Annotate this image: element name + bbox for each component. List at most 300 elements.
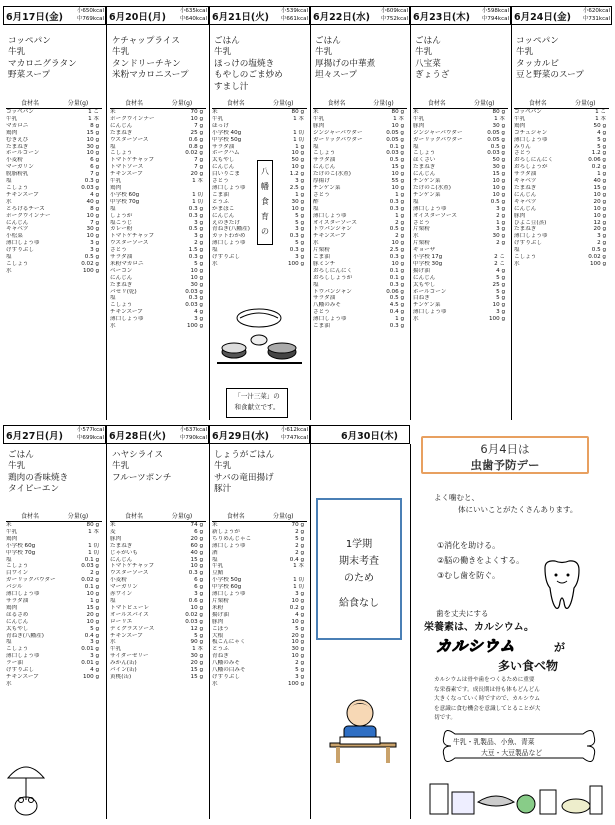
ingredient-name: 米 (6, 522, 12, 528)
ingredient-amount: 10 g (86, 150, 99, 157)
table-row (110, 289, 206, 296)
table-row (110, 247, 206, 254)
ingredient-name: たけのこ(水煮) (313, 171, 351, 178)
table-row (313, 157, 407, 164)
ingredient-amount: 15 g (190, 673, 203, 680)
ingredient-name: こしょう (110, 150, 133, 157)
ingredient-name: 薄口しょうゆ (514, 233, 548, 240)
ingredient-name: 薄口しょうゆ (110, 316, 144, 323)
ingredient-name: 片栗粉 (212, 597, 229, 604)
table-row (6, 268, 102, 275)
table-row (110, 550, 206, 557)
ingredient-table (6, 513, 102, 688)
table-row (212, 605, 307, 612)
day-header: 6月28日(火) 小637kcal 中790kcal (106, 425, 209, 444)
table-row (110, 268, 206, 275)
ingredient-name: 小学校 60g (110, 191, 140, 198)
ingredient-amount: 4 g (194, 309, 203, 316)
ingredient-name: ジンジャーパウダー (413, 129, 463, 136)
ingredient-name: ラー油 (6, 660, 23, 667)
ingredient-amount: 5 g (295, 535, 304, 542)
table-row (6, 522, 102, 529)
ingredient-name: 黄桃(缶) (110, 673, 132, 680)
ingredient-amount: 10 g (190, 604, 203, 611)
student-illustration (322, 695, 402, 765)
ingredient-amount: 10 g (190, 115, 203, 122)
table-row (212, 619, 307, 626)
table-row (6, 233, 102, 240)
table-row (514, 206, 609, 213)
ingredient-amount: 2 こ (494, 260, 505, 267)
table-row (6, 667, 102, 674)
table-row (110, 137, 206, 144)
table-row (514, 185, 609, 192)
ingredient-amount: 3 g (295, 673, 304, 680)
ingredient-amount: 0.03 g (81, 184, 99, 191)
table-row (110, 557, 206, 564)
day-header: 6月29日(水) 小612kcal 中747kcal (209, 425, 310, 444)
ingredient-name: 塩 (110, 205, 116, 212)
table-row (6, 137, 102, 144)
ingredient-name: とろけるチーズ (6, 205, 45, 212)
table-row (6, 563, 102, 570)
table-row (514, 137, 609, 144)
ingredient-amount: 10 g (190, 274, 203, 281)
ingredient-name: チンゲン菜 (413, 191, 441, 198)
table-row (110, 240, 206, 247)
ingredient-name: 鶏肉 (6, 604, 18, 611)
ingredient-amount: 100 g (287, 260, 304, 267)
table-row (514, 171, 609, 178)
table-row (6, 529, 102, 536)
ingredient-name: さとう (313, 309, 330, 316)
ingredient-name: とうふ (212, 198, 229, 205)
ingredient-name: ごぼう (212, 625, 229, 632)
ingredient-amount: 0.06 g (588, 157, 606, 164)
ingredient-name: にんじん (6, 219, 29, 226)
table-row (110, 577, 206, 584)
table-row (313, 282, 407, 289)
table-header (212, 100, 307, 109)
table-row (212, 646, 307, 653)
ingredient-amount: 3 g (90, 240, 99, 247)
table-row (6, 550, 102, 557)
ingredient-amount: 5 g (597, 136, 606, 143)
table-row (413, 247, 508, 254)
ingredient-amount: 50 g (492, 157, 505, 164)
table-row (313, 254, 407, 261)
ingredient-name: たまねぎ (110, 129, 133, 136)
ingredient-name: たまねぎ (110, 281, 133, 288)
ingredient-amount: 15 g (593, 184, 606, 191)
table-row (413, 261, 508, 268)
ingredient-amount: 1 g (496, 219, 505, 226)
table-row (413, 268, 508, 275)
table-row (514, 254, 609, 261)
ingredient-amount: 30 g (492, 233, 505, 240)
ingredient-amount: 6 g (194, 584, 203, 591)
table-row (212, 570, 307, 577)
table-header (413, 100, 508, 109)
ingredient-amount: 15 g (391, 164, 404, 171)
table-row (313, 206, 407, 213)
ingredient-name: オイスターソース (413, 212, 457, 219)
table-row (110, 295, 206, 302)
table-row (313, 150, 407, 157)
table-row (212, 612, 307, 619)
ingredient-amount: 100 g (287, 680, 304, 687)
table-row (212, 633, 307, 640)
ingredient-name: 水 (514, 260, 520, 267)
table-header (313, 100, 407, 109)
ingredient-amount: 10 g (86, 618, 99, 625)
table-row (110, 529, 206, 536)
ingredient-name: 米 (110, 109, 116, 115)
table-row (6, 109, 102, 116)
table-row (110, 522, 206, 529)
table-row (313, 268, 407, 275)
ingredient-amount: 0.4 g (289, 556, 304, 563)
ingredient-amount: 25 g (190, 129, 203, 136)
ingredient-amount: 50 g (593, 122, 606, 129)
table-row (110, 164, 206, 171)
ingredient-name: みりん (514, 143, 531, 150)
table-row (6, 192, 102, 199)
ingredient-amount: 6 g (194, 528, 203, 535)
table-row (413, 192, 508, 199)
ingredient-name: 揚げ油 (413, 267, 430, 274)
ingredient-amount: 0.1 g (84, 584, 99, 591)
ingredient-amount: 10 g (86, 136, 99, 143)
ingredient-name: 薄口しょうゆ (413, 309, 447, 316)
ingredient-name: 豚肉 (514, 212, 526, 219)
ingredient-amount: 3 g (90, 639, 99, 646)
ingredient-amount: 15 g (86, 604, 99, 611)
ingredient-name: たまねぎ (110, 542, 133, 549)
ingredient-name: チンゲン菜 (413, 302, 441, 309)
column-header-food: 食材名 (226, 100, 245, 107)
ingredient-table (514, 100, 609, 268)
ingredient-amount: 3 g (295, 226, 304, 233)
ingredient-amount: 0.1 g (389, 274, 404, 281)
column-header-amount: 分量(g) (67, 513, 89, 520)
table-row (6, 164, 102, 171)
ingredient-amount: 0.3 g (188, 212, 203, 219)
table-row (6, 543, 102, 550)
ingredient-name: サラダ油 (212, 143, 235, 150)
ingredient-name: 塩 (110, 597, 116, 604)
ingredient-amount: 10 g (291, 205, 304, 212)
ingredient-amount: 1 本 (88, 528, 99, 535)
ingredient-amount: 5 g (597, 143, 606, 150)
table-row (413, 213, 508, 220)
table-row (110, 178, 206, 185)
ingredient-amount: 100 g (82, 267, 99, 274)
table-row (6, 653, 102, 660)
table-row (6, 605, 102, 612)
ingredient-name: 酒 (212, 549, 218, 556)
ingredient-amount: 0.3 g (188, 570, 203, 577)
table-row (212, 522, 307, 529)
ingredient-amount: 10 g (190, 267, 203, 274)
table-row (413, 309, 508, 316)
exam-notice: 1学期 期末考査 のため 給食なし (316, 498, 402, 640)
ingredient-amount: 0.05 g (487, 129, 505, 136)
table-row (514, 178, 609, 185)
table-row (313, 316, 407, 323)
table-row (110, 563, 206, 570)
table-row (514, 220, 609, 227)
table-row (110, 626, 206, 633)
column-header-food: 食材名 (226, 513, 245, 520)
ingredient-amount: 0.03 g (185, 618, 203, 625)
ingredient-name: こしょう (6, 646, 29, 653)
table-row (110, 653, 206, 660)
ingredient-amount: 0.6 g (188, 136, 203, 143)
ingredient-amount: 0.3 g (289, 233, 304, 240)
ingredient-name: 八幡のみそ (212, 660, 240, 667)
ingredient-amount: 0.1 g (389, 143, 404, 150)
ingredient-name: にんじん (6, 618, 29, 625)
ingredient-name: ガーリックパウダー (313, 136, 363, 143)
ingredient-name: 小学校 40g (212, 129, 242, 136)
ingredient-amount: 0.6 g (188, 597, 203, 604)
ingredient-amount: 1 切 (293, 136, 304, 143)
table-row (6, 213, 102, 220)
ingredient-amount: 0.02 g (185, 150, 203, 157)
ingredient-name: 鶏肉 (514, 122, 526, 129)
ingredient-amount: 90 g (190, 639, 203, 646)
ingredient-name: 水 (413, 233, 419, 240)
table-row (313, 116, 407, 123)
table-row (313, 171, 407, 178)
ingredient-amount: 5 g (295, 625, 304, 632)
ingredient-table (110, 100, 206, 330)
ingredient-name: 米 (212, 109, 218, 115)
table-row (212, 254, 307, 261)
ingredient-amount: 3 g (295, 591, 304, 598)
table-row (413, 206, 508, 213)
ingredient-amount: 0.3 g (389, 198, 404, 205)
ingredient-table (110, 513, 206, 681)
ingredient-name: 薄口しょうゆ (212, 591, 246, 598)
ingredient-name: キャベツ (514, 178, 537, 185)
ingredient-name: 薄口しょうゆ (313, 212, 347, 219)
ingredient-amount: 30 g (190, 281, 203, 288)
table-row (413, 144, 508, 151)
ingredient-amount: 0.5 g (84, 254, 99, 261)
ingredient-name: さとう (313, 191, 330, 198)
ingredient-amount: 3 g (90, 653, 99, 660)
ingredient-amount: 10 g (391, 171, 404, 178)
table-row (6, 150, 102, 157)
table-row (514, 123, 609, 130)
table-row (110, 543, 206, 550)
table-row (110, 316, 206, 323)
ingredient-amount: 10 g (291, 639, 304, 646)
ingredient-name: 豚肉 (212, 618, 224, 625)
table-row (6, 584, 102, 591)
ingredient-amount: 40 g (86, 198, 99, 205)
ingredient-amount: 0.3 g (389, 205, 404, 212)
table-row (6, 261, 102, 268)
day-header: 6月17日(金) 小650kcal 中769kcal (3, 6, 106, 25)
table-row (6, 674, 102, 681)
ingredient-name: ウスターソース (110, 240, 149, 247)
ingredient-amount: 2 g (395, 219, 404, 226)
ingredient-amount: 0.06 g (386, 288, 404, 295)
ingredient-amount: 5 g (194, 632, 203, 639)
ingredient-amount: 10 g (291, 150, 304, 157)
ingredient-name: ギョーザ (413, 247, 436, 254)
table-row (313, 199, 407, 206)
ingredient-amount: 15 g (492, 171, 505, 178)
ingredient-name: 塩 (6, 556, 12, 563)
ingredient-amount: 1 g (395, 316, 404, 323)
table-row (212, 598, 307, 605)
ingredient-name: 薄口しょうゆ (6, 653, 40, 660)
table-row (212, 550, 307, 557)
ingredient-name: おろしょうが (514, 164, 548, 171)
ingredient-name: 牛乳 (212, 115, 224, 122)
ingredient-name: 厚揚げ (313, 178, 330, 185)
table-row (413, 137, 508, 144)
table-row (110, 233, 206, 240)
column-header-amount: 分量(g) (373, 100, 394, 107)
ingredient-name: 豚肉 (110, 535, 122, 542)
ingredient-name: しょうが (110, 212, 133, 219)
ingredient-amount: 30 g (291, 198, 304, 205)
ingredient-amount: 0.2 g (591, 164, 606, 171)
ingredient-amount: 30 g (190, 653, 203, 660)
ingredient-amount: 60 g (190, 542, 203, 549)
table-row (6, 116, 102, 123)
ingredient-amount: 40 g (593, 178, 606, 185)
table-row (110, 220, 206, 227)
table-row (110, 570, 206, 577)
ingredient-amount: 1 g (90, 597, 99, 604)
ingredient-amount: 0.5 g (389, 295, 404, 302)
ingredient-name: 塩 (413, 198, 419, 205)
ingredient-amount: 4 g (90, 191, 99, 198)
ingredient-amount: 0.5 g (389, 226, 404, 233)
table-row (413, 240, 508, 247)
ingredient-name: 薄口しょうゆ (212, 542, 246, 549)
ingredient-amount: 15 g (190, 556, 203, 563)
ingredient-amount: 0.5 g (389, 157, 404, 164)
ingredient-name: げずりぶし (6, 247, 34, 254)
table-row (313, 226, 407, 233)
ingredient-name: にんじん (413, 171, 436, 178)
table-row (212, 653, 307, 660)
table-row (110, 199, 206, 206)
ingredient-name: 水 (110, 323, 116, 330)
ingredient-amount: 70 g (190, 109, 203, 115)
ingredient-amount: 20 g (190, 535, 203, 542)
table-row (413, 226, 508, 233)
table-row (6, 598, 102, 605)
ingredient-amount: 2 g (295, 528, 304, 535)
washoku-illustration (212, 300, 307, 380)
ingredient-amount: 5 g (496, 288, 505, 295)
ingredient-amount (99, 536, 102, 543)
ingredient-name: 塩 (212, 556, 218, 563)
ingredient-name: 中学校 60g (212, 584, 242, 591)
table-row (212, 584, 307, 591)
table-row (212, 137, 307, 144)
ingredient-name: 塩 (110, 143, 116, 150)
ingredient-name: 塩 (313, 143, 319, 150)
ingredient-name: 片栗粉 (413, 240, 430, 247)
ingredient-amount: 1 本 (293, 563, 304, 570)
table-row (6, 226, 102, 233)
table-row (110, 150, 206, 157)
ingredient-name: パイン(缶) (110, 667, 137, 674)
ingredient-name: 豚肉 (413, 122, 425, 129)
table-row (110, 254, 206, 261)
table-row (110, 157, 206, 164)
ingredient-name: えのきたけ (212, 219, 240, 226)
ingredient-name: 米粉マカロニ (110, 260, 144, 267)
column-header-amount: 分量(g) (273, 100, 294, 107)
ingredient-amount: 8 g (90, 205, 99, 212)
ingredient-name: サラダ油 (514, 171, 537, 178)
table-row (413, 289, 508, 296)
ingredient-name: にんじん (413, 274, 436, 281)
ingredient-amount: 1 本 (88, 115, 99, 122)
ingredient-amount: 3 g (90, 247, 99, 254)
ingredient-name: ガーリックパウダー (6, 577, 56, 584)
ingredient-amount: 0.5 g (188, 226, 203, 233)
menu-list: ごはん 牛乳 八宝菜 ぎょうざ (415, 36, 450, 81)
tooth-icon (537, 558, 587, 614)
ingredient-amount: 0.8 g (188, 143, 203, 150)
ingredient-name: マカロニ (6, 122, 29, 129)
ingredient-amount: 15 g (86, 129, 99, 136)
ingredient-name: 太もやし (212, 157, 235, 164)
column-header-food: 食材名 (124, 100, 143, 107)
table-row (110, 639, 206, 646)
ingredient-name: さとう (212, 178, 229, 185)
ingredient-name: にんじん (212, 164, 235, 171)
table-row (313, 137, 407, 144)
ingredient-amount: 50 g (291, 157, 304, 164)
table-row (313, 220, 407, 227)
ingredient-name: サイダーゼリー (110, 653, 149, 660)
ingredient-amount: 0.02 g (81, 577, 99, 584)
table-row (110, 536, 206, 543)
ingredient-name: ローリエ (110, 618, 133, 625)
ingredient-name: 脱脂粉乳 (6, 171, 29, 178)
ingredient-name: 米 (212, 522, 218, 528)
ingredient-name: 豚ミンチ (313, 260, 336, 267)
ingredient-name: じゃがいも (110, 549, 138, 556)
ingredient-amount: 7 g (90, 171, 99, 178)
ingredient-name: とうふ (212, 646, 229, 653)
table-row (212, 563, 307, 570)
calcium-lead: 歯を丈夫にする 栄養素は、カルシウム。 (424, 609, 534, 633)
ingredient-name: 塩 (6, 254, 12, 261)
ingredient-name: さとう (110, 247, 127, 254)
ingredient-amount: 1 本 (494, 115, 505, 122)
ingredient-amount: 10 g (492, 184, 505, 191)
table-row (6, 536, 102, 543)
table-row (212, 681, 307, 688)
ingredient-name: 薄口しょうゆ (413, 205, 447, 212)
table-row (313, 275, 407, 282)
ingredient-name: ボークハム (212, 150, 240, 157)
ingredient-amount: 100 g (589, 260, 606, 267)
